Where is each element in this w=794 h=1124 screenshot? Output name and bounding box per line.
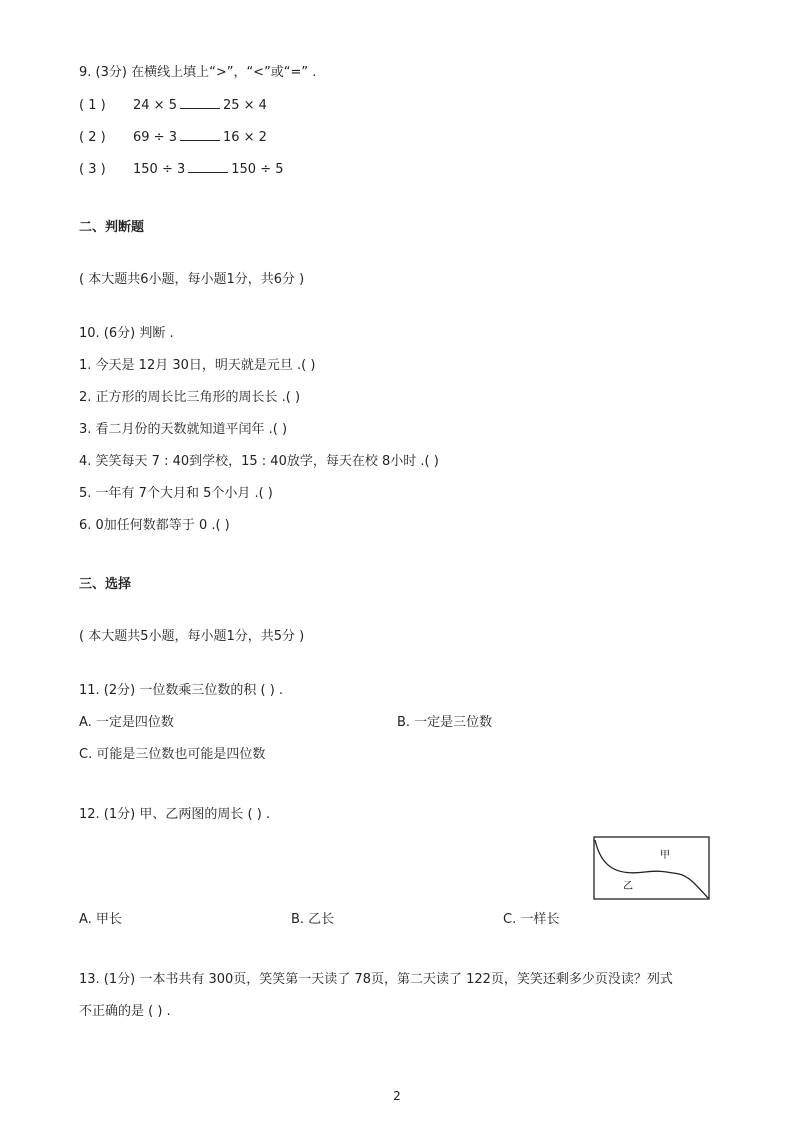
q10-item-3: 3. 看二月份的天数就知道平闰年 .( ) <box>79 422 288 437</box>
item-number: ( 3 ) <box>79 162 106 177</box>
expr-right: 16 × 2 <box>222 130 267 145</box>
item-number: ( 2 ) <box>79 130 106 145</box>
perimeter-figure <box>593 836 711 902</box>
q11-option-c[interactable]: C. 可能是三位数也可能是四位数 <box>79 747 266 762</box>
q10-stem: 10. (6分) 判断 . <box>79 326 174 341</box>
q9-item-2 <box>79 128 267 147</box>
q12-option-b[interactable]: B. 乙长 <box>291 912 335 927</box>
page-number: 2 <box>393 1089 401 1103</box>
q13-stem-line-2: 不正确的是 ( ) . <box>79 1004 171 1019</box>
section-3-note: ( 本大题共5小题，每小题1分，共5分 ) <box>79 629 305 644</box>
q12-stem: 12. (1分) 甲、乙两图的周长 ( ) . <box>79 807 271 822</box>
q10-item-2: 2. 正方形的周长比三角形的周长长 .( ) <box>79 390 301 405</box>
expr-left: 69 ÷ 3 <box>133 130 177 145</box>
q9-item-3 <box>79 160 284 179</box>
expr-left: 150 ÷ 3 <box>133 162 186 177</box>
label-jia: 甲 <box>660 850 670 861</box>
q10-item-4: 4. 笑笑每天 7 : 40到学校，15 : 40放学，每天在校 8小时 .( ) <box>79 454 439 469</box>
q11-option-b[interactable]: B. 一定是三位数 <box>397 715 493 730</box>
q13-stem-line-1: 13. (1分) 一本书共有 300页，笑笑第一天读了 78页，第二天读了 122页，笑笑还剩多少页没读？列式 <box>79 972 673 987</box>
expr-right: 150 ÷ 5 <box>231 162 284 177</box>
q12-option-c[interactable]: C. 一样长 <box>503 912 560 927</box>
q12-option-a[interactable]: A. 甲长 <box>79 912 122 927</box>
q9-item-1 <box>79 96 267 115</box>
answer-blank[interactable] <box>180 96 220 109</box>
section-3-title: 三、选择 <box>79 577 132 592</box>
q9-stem: 9. (3分) 在横线上填上“>”，“<”或“=” . <box>79 65 317 80</box>
label-yi: 乙 <box>623 881 633 892</box>
q11-option-a[interactable]: A. 一定是四位数 <box>79 715 174 730</box>
figure-curve <box>595 840 708 898</box>
section-2-title: 二、判断题 <box>79 220 145 235</box>
answer-blank[interactable] <box>180 128 220 141</box>
expr-right: 25 × 4 <box>222 98 267 113</box>
q10-item-5: 5. 一年有 7个大月和 5个小月 .( ) <box>79 486 273 501</box>
section-2-note: ( 本大题共6小题，每小题1分，共6分 ) <box>79 272 305 287</box>
q10-item-1: 1. 今天是 12月 30日，明天就是元旦 .( ) <box>79 358 316 373</box>
answer-blank[interactable] <box>188 160 228 173</box>
expr-left: 24 × 5 <box>133 98 177 113</box>
q11-stem: 11. (2分) 一位数乘三位数的积 ( ) . <box>79 683 284 698</box>
q10-item-6: 6. 0加任何数都等于 0 .( ) <box>79 518 230 533</box>
item-number: ( 1 ) <box>79 98 106 113</box>
